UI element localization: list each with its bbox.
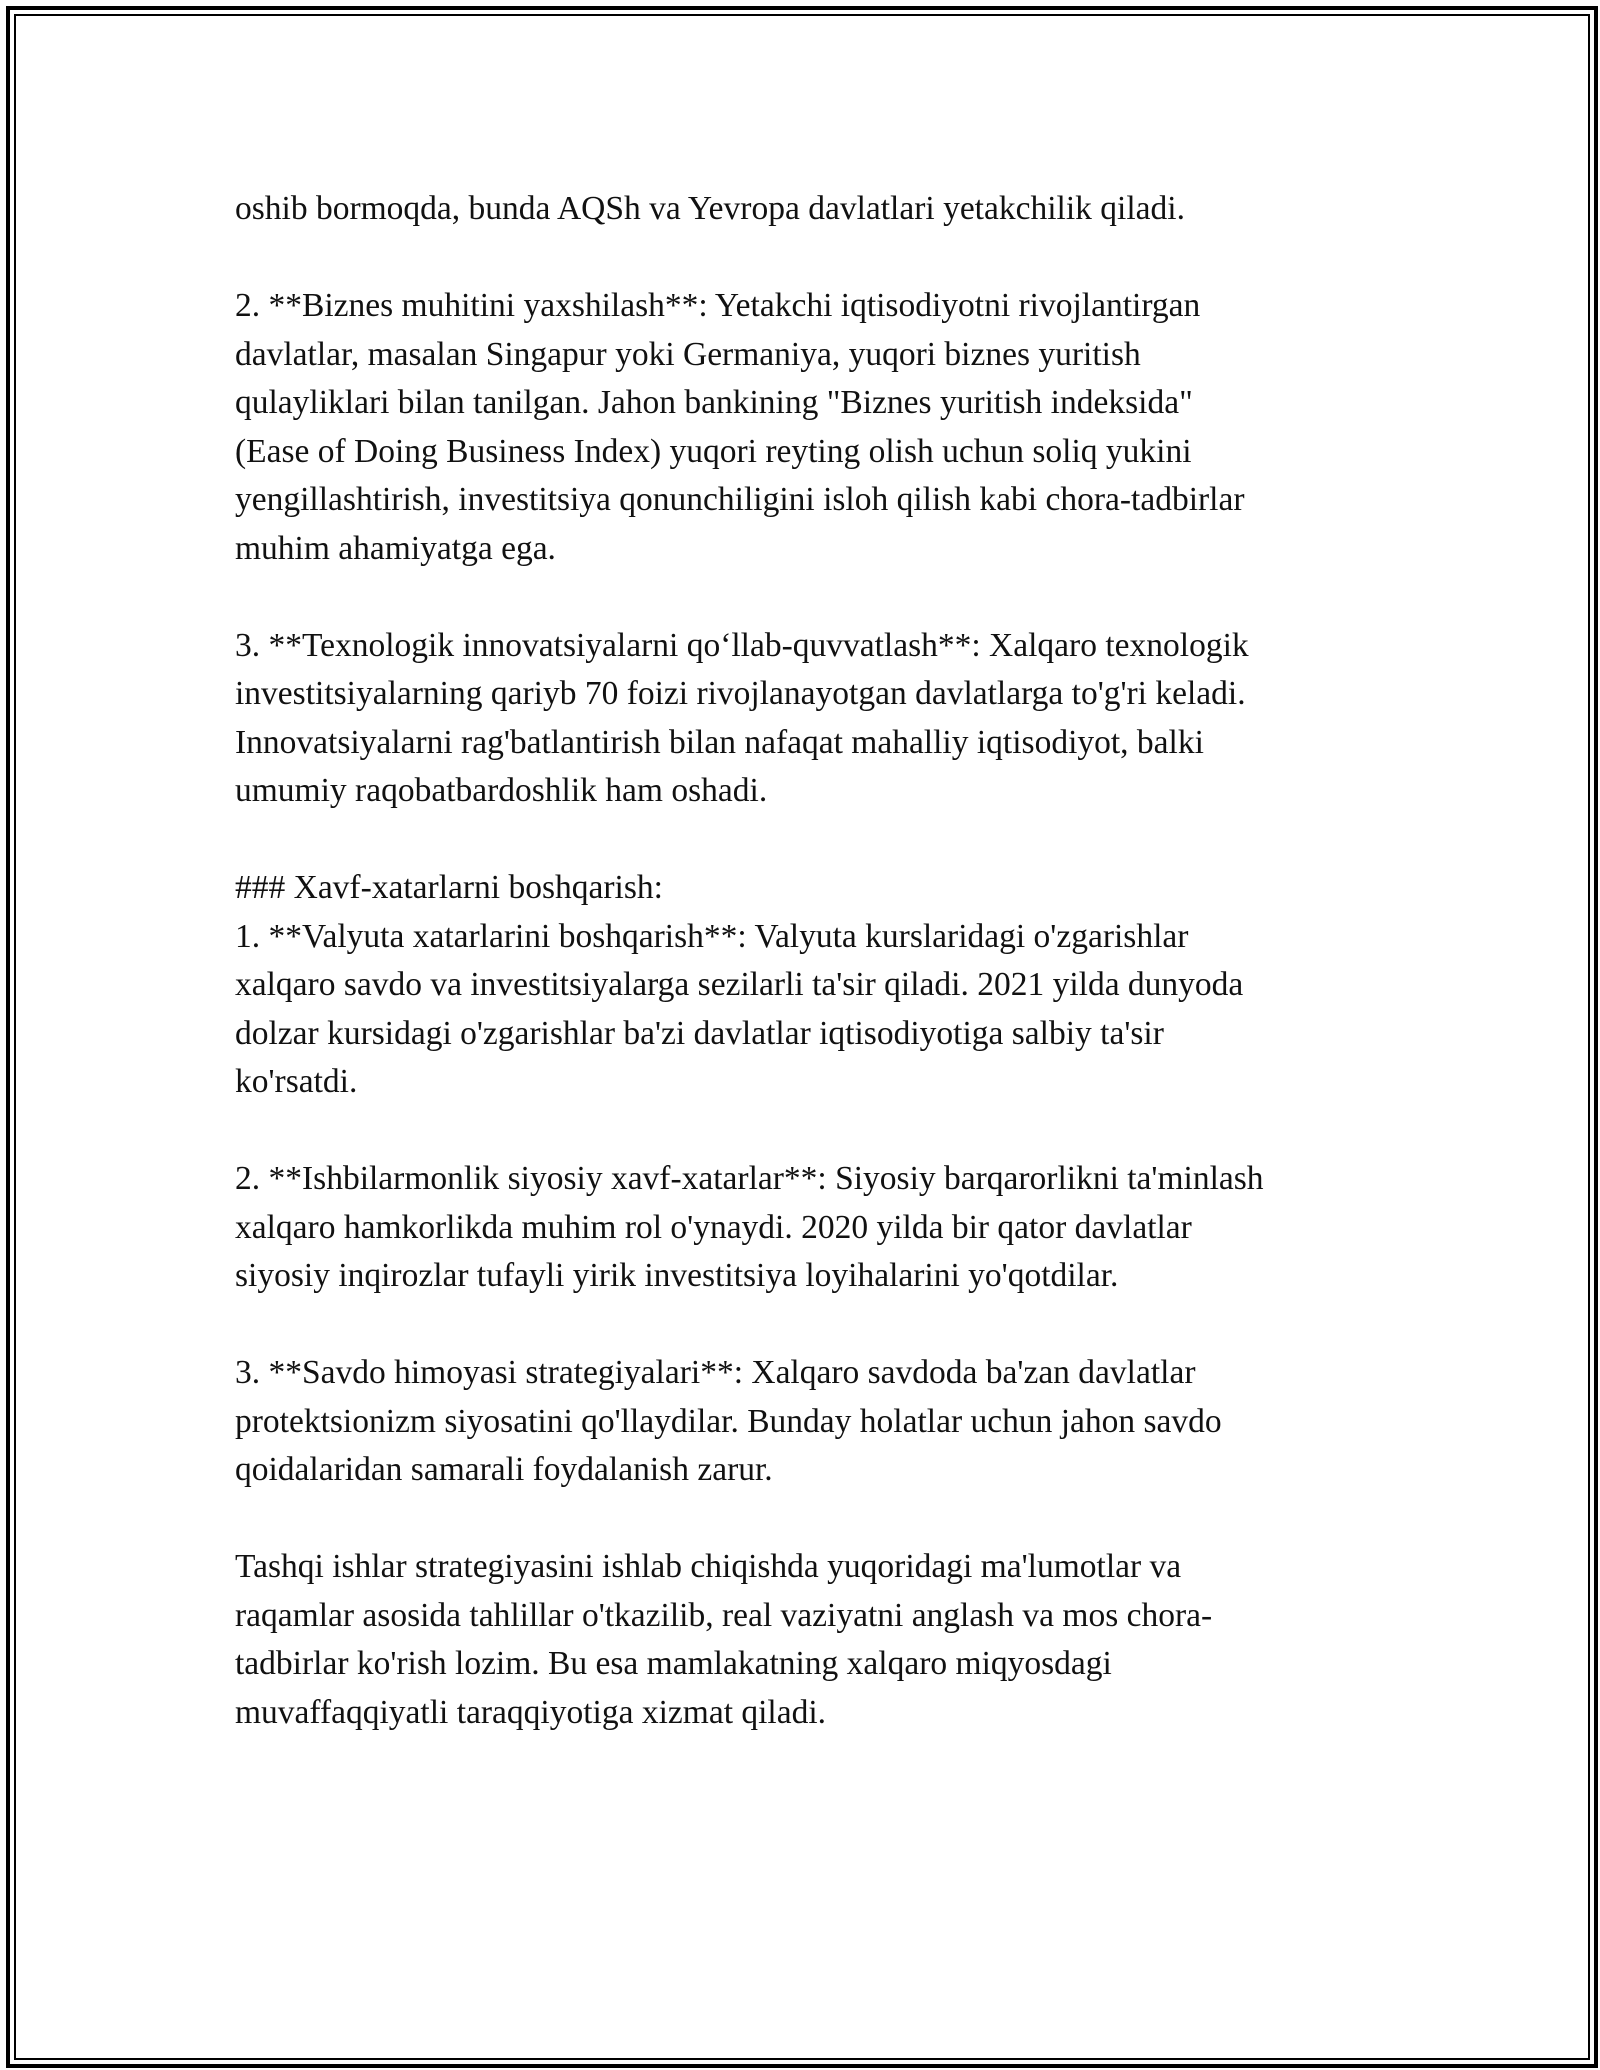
text-line: siyosiy inqirozlar tufayli yirik investitsiya loyihalarini yo'qotdilar. bbox=[235, 1257, 1119, 1294]
text-line: 2. **Biznes muhitini yaxshilash**: Yetakchi iqtisodiyotni rivojlantirgan bbox=[235, 287, 1201, 324]
paragraph-business-environment bbox=[235, 282, 1385, 573]
text-line: tadbirlar ko'rish lozim. Bu esa mamlakatning xalqaro miqyosdagi bbox=[235, 1645, 1112, 1682]
text-line: (Ease of Doing Business Index) yuqori reyting olish uchun soliq yukini bbox=[235, 432, 1192, 470]
text-line: dolzar kursidagi o'zgarishlar ba'zi davlatlar iqtisodiyotiga salbiy ta'sir bbox=[235, 1014, 1164, 1052]
text-line: Tashqi ishlar strategiyasini ishlab chiqishda yuqoridagi ma'lumotlar va bbox=[235, 1548, 1182, 1585]
paragraph-intro-continuation bbox=[235, 185, 1385, 234]
text-line: oshib bormoqda, bunda AQSh va Yevropa davlatlari yetakchilik qiladi. bbox=[235, 190, 1185, 227]
text-line: protektsionizm siyosatini qo'llaydilar. Bunday holatlar uchun jahon savdo bbox=[235, 1402, 1222, 1440]
text-line: ko'rsatdi. bbox=[235, 1063, 358, 1100]
text-line: 3. **Texnologik innovatsiyalarni qo‘llab-quvvatlash**: Xalqaro texnologik bbox=[235, 626, 1249, 664]
text-line: 3. **Savdo himoyasi strategiyalari**: Xalqaro savdoda ba'zan davlatlar bbox=[235, 1354, 1196, 1391]
text-line: xalqaro hamkorlikda muhim rol o'ynaydi. 2020 yilda bir qator davlatlar bbox=[235, 1208, 1192, 1246]
heading-line: ### Xavf-xatarlarni boshqarish: bbox=[235, 869, 663, 906]
text-line: Innovatsiyalarni rag'batlantirish bilan nafaqat mahalliy iqtisodiyot, balki bbox=[235, 723, 1204, 761]
document-body bbox=[235, 185, 1385, 1737]
paragraph-currency-risk bbox=[235, 913, 1385, 1107]
text-line: umumiy raqobatbardoshlik ham oshadi. bbox=[235, 772, 768, 809]
paragraph-political-risk bbox=[235, 1155, 1385, 1301]
text-line: qulayliklari bilan tanilgan. Jahon bankining "Biznes yuritish indeksida" bbox=[235, 384, 1193, 421]
text-line: muhim ahamiyatga ega. bbox=[235, 529, 556, 567]
text-line: 2. **Ishbilarmonlik siyosiy xavf-xatarlar**: Siyosiy barqarorlikni ta'minlash bbox=[235, 1160, 1264, 1197]
text-line: davlatlar, masalan Singapur yoki Germaniya, yuqori biznes yuritish bbox=[235, 335, 1141, 373]
text-line: xalqaro savdo va investitsiyalarga sezilarli ta'sir qiladi. 2021 yilda dunyoda bbox=[235, 966, 1244, 1003]
text-line: investitsiyalarning qariyb 70 foizi rivojlanayotgan davlatlarga to'g'ri keladi. bbox=[235, 675, 1246, 712]
text-line: 1. **Valyuta xatarlarini boshqarish**: Valyuta kurslaridagi o'zgarishlar bbox=[235, 917, 1189, 955]
paragraph-trade-protection bbox=[235, 1349, 1385, 1495]
text-line: muvaffaqqiyatli taraqqiyotiga xizmat qiladi. bbox=[235, 1693, 827, 1731]
paragraph-tech-innovation bbox=[235, 622, 1385, 816]
paragraph-conclusion bbox=[235, 1543, 1385, 1737]
text-line: raqamlar asosida tahlillar o'tkazilib, real vaziyatni anglash va mos chora- bbox=[235, 1596, 1213, 1634]
text-line: qoidalaridan samarali foydalanish zarur. bbox=[235, 1451, 773, 1488]
section-heading-risk-management bbox=[235, 864, 1385, 913]
text-line: yengillashtirish, investitsiya qonunchiligini isloh qilish kabi chora-tadbirlar bbox=[235, 481, 1245, 518]
